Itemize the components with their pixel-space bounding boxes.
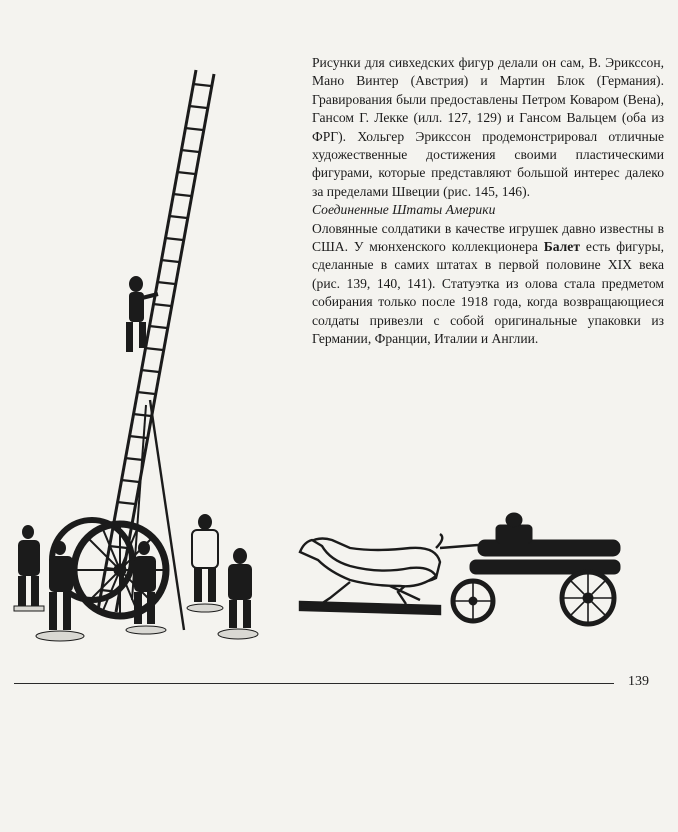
- fireman-figure: [187, 514, 223, 612]
- fireman-figure: [218, 548, 258, 639]
- section-heading-usa: Соединенные Штаты Америки: [312, 202, 496, 218]
- paragraph-usa-part-1: Оловянные солдатики в качестве игрушек давно известны в США. У мюнхенского коллекционера: [312, 220, 664, 255]
- paragraph-usa-tin-soldiers: [312, 220, 664, 349]
- fireman-figure: [14, 525, 44, 611]
- collector-name-bold: Балет: [543, 239, 580, 255]
- paragraph-usa-part-2: есть фигуры, сделанные в самих штатах в первой половине XIX века (рис. 139, 140, 141). Статуэтка из олова стала предметом собирания только после 1918 года, когда возвращающиеся солдаты привезли с собой оригинальные упаковки из Германии, Франции, Италии и Англии.: [312, 239, 664, 347]
- page-number: 139: [628, 674, 649, 689]
- fire-pump-wagon: [440, 513, 620, 624]
- paragraph-sivhed-figures: Рисунки для сивхедских фигур делали он сам, В. Эрикссон, Мано Винтер (Австрия) и Мартин Блок (Германия). Гравирования были предоставлены Петром Коваром (Вена), Гансом Г. Лекке (илл. 127, 129) и Гансом Вальцем (оба из ФРГ). Хольгер Эрикссон продемонстрировал отличные художественные достижения своими пластическими фигурами, которые представляют большой интерес далеко за пределами Швеции (рис. 145, 146).: [312, 55, 664, 199]
- galloping-horse: [300, 534, 442, 614]
- footer-rule: [14, 683, 614, 684]
- article-text: [312, 54, 664, 349]
